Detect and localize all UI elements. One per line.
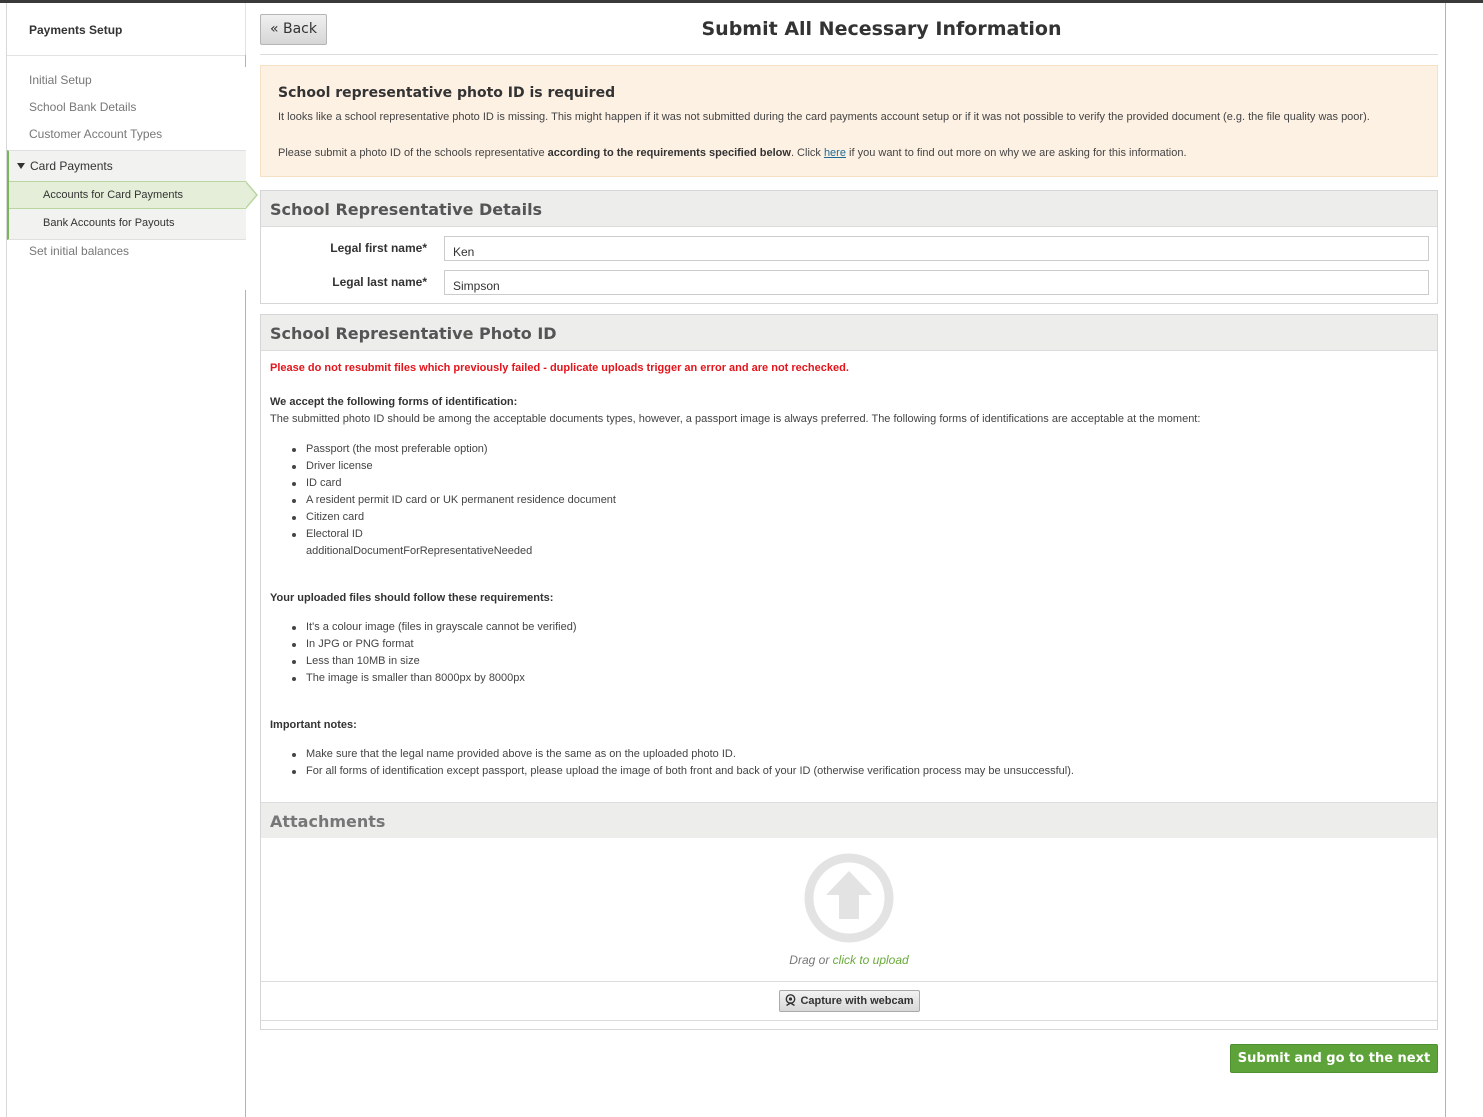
sidebar-border-accent [245, 290, 246, 1117]
sidebar-group-card-payments [7, 150, 246, 240]
sidebar-item-accounts-for-card-payments[interactable] [9, 181, 246, 209]
sidebar-item-set-initial-balances[interactable]: Set initial balances [29, 244, 130, 258]
caret-down-icon [17, 163, 25, 169]
alert-title: School representative photo ID is required [278, 85, 616, 101]
list-item: Make sure that the legal name provided above is the same as on the uploaded photo ID. [306, 746, 1074, 763]
sidebar-border-accent [245, 55, 246, 67]
list-item: For all forms of identification except passport, please upload the image of both front and back of your ID (otherwise verification process may be unsuccessful). [306, 763, 1074, 780]
upload-instructions: Drag or click to upload [789, 953, 909, 967]
webcam-icon [785, 994, 796, 1006]
last-name-label: Legal last name* [332, 275, 427, 289]
click-to-upload-link[interactable]: click to upload [832, 953, 909, 967]
attachments-dropzone[interactable] [260, 838, 1438, 1030]
list-item-extra: additionalDocumentForRepresentativeNeeded [306, 545, 533, 557]
list-item: Less than 10MB in size [306, 653, 577, 670]
list-item: The image is smaller than 8000px by 8000px [306, 670, 577, 687]
capture-webcam-button[interactable] [779, 990, 920, 1012]
webcam-button-label: Capture with webcam [800, 995, 914, 1007]
alert-text-mid: . Click [790, 147, 824, 159]
sidebar-group-label: Card Payments [30, 159, 113, 173]
sidebar-item-customer-account-types[interactable]: Customer Account Types [29, 127, 163, 141]
submit-next-step-button[interactable]: Submit and go to the next step [1230, 1044, 1438, 1073]
active-pointer-fill [245, 182, 256, 208]
sidebar-border [245, 3, 246, 55]
list-item: Driver license [306, 458, 616, 475]
list-item: A resident permit ID card or UK permanent residence document [306, 492, 616, 509]
attachments-divider [261, 981, 1437, 982]
list-item: Citizen card [306, 509, 616, 526]
list-item: ID card [306, 475, 616, 492]
notes-heading: Important notes: [270, 719, 357, 731]
attachments-divider [261, 1020, 1437, 1021]
requirements-heading: Your uploaded files should follow these requirements: [270, 592, 554, 604]
list-item: Electoral ID [306, 526, 616, 543]
details-panel-title: School Representative Details [261, 191, 1437, 227]
resubmit-warning: Please do not resubmit files which previously failed - duplicate uploads trigger an error and are not rechecked. [270, 362, 849, 374]
id-forms-list [306, 441, 616, 560]
alert-text-start: Please submit a photo ID of the schools representative [278, 147, 548, 159]
forms-description: The submitted photo ID should be among the acceptable documents types, however, a passport image is always preferred. The following forms of identifications are acceptable at the moment: [270, 413, 1201, 425]
sidebar-item-bank-accounts-for-payouts[interactable]: Bank Accounts for Payouts [43, 217, 175, 229]
details-panel [260, 190, 1438, 304]
alert-box [260, 65, 1438, 177]
first-name-label: Legal first name* [330, 241, 427, 255]
photo-id-panel-title: School Representative Photo ID [261, 315, 1437, 351]
sidebar-item-initial-setup[interactable]: Initial Setup [29, 73, 92, 87]
attachments-title: Attachments [260, 802, 1438, 838]
list-item: It's a colour image (files in grayscale cannot be verified) [306, 619, 577, 636]
alert-instructions [278, 147, 1187, 159]
sidebar-item-label: Accounts for Card Payments [43, 189, 184, 201]
last-name-input[interactable] [444, 270, 1429, 295]
alert-text: It looks like a school representative photo ID is missing. This might happen if it was not submitted during the card payments account setup or if it was not possible to verify the provided document (e.g. the file quality was poor). [278, 111, 1370, 123]
here-link[interactable]: here [823, 147, 846, 159]
photo-id-panel [260, 314, 1438, 803]
sidebar-divider [7, 55, 246, 56]
content-right-border [1445, 3, 1446, 1117]
page-title: Submit All Necessary Information [701, 18, 1062, 40]
header-divider [260, 54, 1438, 55]
notes-list [306, 746, 1074, 780]
first-name-input[interactable] [444, 236, 1429, 261]
upload-arrow-icon[interactable] [804, 853, 894, 943]
forms-heading: We accept the following forms of identification: [270, 396, 518, 408]
list-item: Passport (the most preferable option) [306, 441, 616, 458]
sidebar [7, 3, 246, 1117]
requirements-list [306, 619, 577, 687]
back-button[interactable]: « Back [260, 14, 327, 45]
list-item: In JPG or PNG format [306, 636, 577, 653]
alert-text-bold: according to the requirements specified below [547, 147, 791, 159]
sidebar-group-toggle[interactable] [17, 159, 113, 173]
sidebar-title: Payments Setup [29, 23, 123, 37]
sidebar-item-school-bank-details[interactable]: School Bank Details [29, 100, 137, 114]
alert-text-end: if you want to find out more on why we are asking for this information. [845, 147, 1187, 159]
